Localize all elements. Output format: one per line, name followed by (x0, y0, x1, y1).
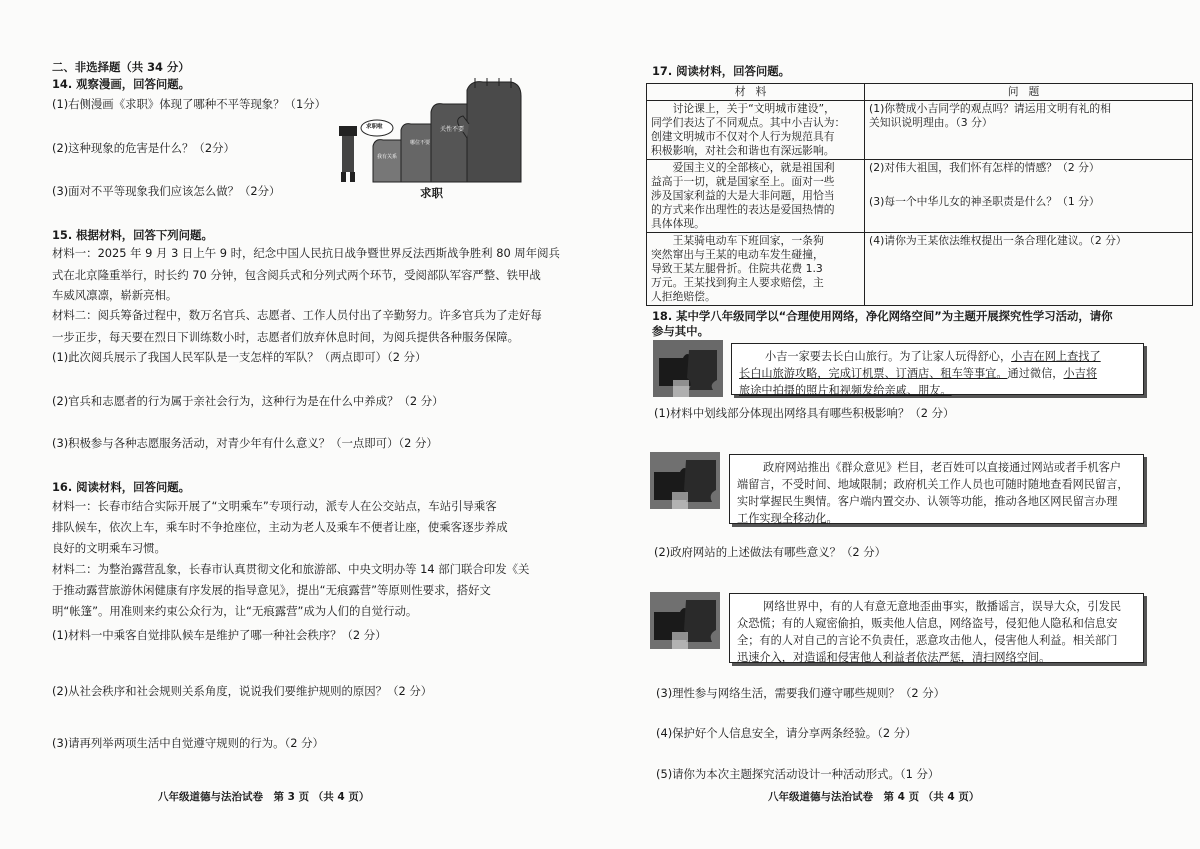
q17-row2-question: (2)对伟大祖国，我们怀有怎样的情感？（2 分） (3)每一个中华儿女的神圣职责是什么？（1 分） (865, 160, 1193, 233)
job-hunting-cartoon (335, 78, 525, 188)
cartoon-hand2-text: 哪位不要 (410, 140, 431, 146)
q18-sub3: (3)理性参与网络生活，需要我们遵守哪些规则？（2 分） (656, 686, 945, 700)
cartoon-caption: 求职 (420, 186, 443, 200)
q15-sub1: (1)此次阅兵展示了我国人民军队是一支怎样的军队？（两点即可）（2 分） (52, 350, 427, 364)
q15-m2-line1: 材料二：阅兵筹备过程中，数万名官兵、志愿者、工作人员付出了辛勤努力。许多官兵为了走好每 (52, 308, 542, 322)
q14-sub2: (2)这种现象的危害是什么？（2分） (52, 141, 235, 155)
q18-sub4: (4)保护好个人信息安全，请分享两条经验。（2 分） (656, 726, 917, 740)
q17-row3-question: (4)请你为王某依法维权提出一条合理化建议。（2 分） (865, 233, 1193, 306)
q16-sub1: (1)材料一中乘客自觉排队候车是维护了哪一种社会秩序？（2 分） (52, 628, 387, 642)
person-body (342, 136, 354, 172)
q16-m1-line1: 材料一：长春市结合实际开展了“文明乘车”专项行动，派专人在公交站点，车站引导乘客 (52, 499, 497, 513)
q18-material-box-1: 小吉一家要去长白山旅行。为了让家人玩得舒心，小吉在网上查找了 长白山旅游攻略，完成订机票、订酒店、租车等事宜。通过微信，小吉将 旅途中拍摄的照片和视频发给亲戚、朋友。 (731, 343, 1144, 395)
q15-m2-line2: 一步正步，每天要在烈日下训练数小时，志愿者们放弃休息时间，为阅兵提供各种服务保障。 (52, 330, 520, 344)
q17-row2-material: 爱国主义的全部核心，就是祖国利 益高于一切，就是国家至上。面对一些 涉及国家利益的大是大非问题，用恰当 的方式来作出理性的表达是爱国热情的 具体体现。 (647, 160, 865, 233)
q15-m1-line1: 材料一：2025 年 9 月 3 日上午 9 时，纪念中国人民抗日战争暨世界反法西斯战争胜利 80 周年阅兵 (52, 246, 560, 260)
puzzle-hands-image (650, 452, 720, 509)
q16-m2-line3: 明“帐篷”。用准则来约束公众行为，让“无痕露营”成为人们的自觉行动。 (52, 604, 418, 618)
col-material-header: 材料 (647, 84, 865, 101)
q18-sub2: (2)政府网站的上述做法有哪些意义？（2 分） (654, 545, 887, 559)
q17-row1-material: 讨论课上，关于“文明城市建设”， 同学们表达了不同观点。其中小吉认为： 创建文明城市不仅对个人行为规范具有 积极影响，对社会和谐也有深远影响。 (647, 101, 865, 160)
q14-title: 14. 观察漫画，回答问题。 (52, 77, 191, 91)
q18-title-line1: 18. 某中学八年级同学以“合理使用网络，净化网络空间”为主题开展探究性学习活动，请你 (652, 309, 1113, 323)
q15-sub3: (3)积极参与各种志愿服务活动，对青少年有什么意义？（一点即可）（2 分） (52, 436, 438, 450)
cartoon-hand3-text: 关性不要 (440, 126, 465, 133)
cartoon-bubble-text: 求职啦 (366, 124, 383, 130)
q14-sub3: (3)面对不平等现象我们应该怎么做？（2分） (52, 184, 281, 198)
q18-material-box-2: 政府网站推出《群众意见》栏目，老百姓可以直接通过网站或者手机客户 端留言，不受时间、地域限制；政府机关工作人员也可随时随地查看网民留言， 实时掌握民生舆情。客户端内置交办、认领等功能，推动各地区网民留言办理 工作实现全移动化。 (729, 454, 1144, 524)
q16-m2-line2: 于推动露营旅游休闲健康有序发展的指导意见》，提出“无痕露营”等原则性要求，搭好文 (52, 583, 491, 597)
q15-m1-line2: 式在北京隆重举行，时长约 70 分钟，包含阅兵式和分列式两个环节，受阅部队军容严整、铁甲战 (52, 268, 541, 282)
q17-material-table (646, 83, 1193, 306)
q17-row3-material: 王某骑电动车下班回家，一条狗 突然窜出与王某的电动车发生碰撞， 导致王某左腿骨折。住院共花费 1.3 万元。王某找到狗主人要求赔偿，主 人拒绝赔偿。 (647, 233, 865, 306)
q17-row1-question: (1)你赞成小吉同学的观点吗？请运用文明有礼的相 关知识说明理由。（3 分） (865, 101, 1193, 160)
q16-m1-line3: 良好的文明乘车习惯。 (52, 541, 166, 555)
q16-m1-line2: 排队候车，依次上车，乘车时不争抢座位，主动为老人及乘车不便者让座，使乘客逐步养成 (52, 520, 508, 534)
q18-sub5: (5)请你为本次主题探究活动设计一种活动形式。（1 分） (656, 767, 940, 781)
q18-material-box-3: 网络世界中，有的人有意无意地歪曲事实，散播谣言，误导大众，引发民 众恐慌；有的人窥密偷拍，贩卖他人信息，网络盗号，侵犯他人隐私和信息安 全；有的人对自己的言论不负责任，恶意攻击他人，侵害他人利益。相关部门 迅速介入，对造谣和侵害他人利益者依法严惩，清扫网络空间。 (729, 593, 1144, 663)
q18-title-line2: 参与其中。 (652, 324, 709, 338)
q15-m1-line3: 车威风凛凛，崭新亮相。 (52, 288, 178, 302)
col-question-header: 问题 (865, 84, 1193, 101)
cartoon-hand1-text: 我有关系 (377, 154, 398, 160)
q16-sub2: (2)从社会秩序和社会规则关系角度，说说我们要维护规则的原因？（2 分） (52, 684, 433, 698)
q18-sub1: (1)材料中划线部分体现出网络具有哪些积极影响？（2 分） (654, 406, 955, 420)
person-hat (339, 126, 357, 136)
q16-m2-line1: 材料二：为整治露营乱象，长春市认真贯彻文化和旅游部、中央文明办等 14 部门联合印发《关 (52, 562, 530, 576)
q15-sub2: (2)官兵和志愿者的行为属于亲社会行为，这种行为是在什么中养成？（2 分） (52, 394, 444, 408)
section-title: 二、非选择题（共 34 分） (52, 60, 190, 74)
page4-footer: 八年级道德与法治试卷 第 4 页 （共 4 页） (768, 791, 980, 803)
q15-title: 15. 根据材料，回答下列问题。 (52, 228, 213, 242)
page3-footer: 八年级道德与法治试卷 第 3 页 （共 4 页） (158, 791, 370, 803)
q16-title: 16. 阅读材料，回答问题。 (52, 480, 191, 494)
puzzle-hands-image (653, 340, 723, 397)
q14-sub1: (1)右侧漫画《求职》体现了哪种不平等现象？（1分） (52, 97, 326, 111)
q16-sub3: (3)请再列举两项生活中自觉遵守规则的行为。（2 分） (52, 736, 324, 750)
puzzle-hands-image (650, 592, 720, 649)
q17-title: 17. 阅读材料，回答问题。 (652, 64, 791, 78)
